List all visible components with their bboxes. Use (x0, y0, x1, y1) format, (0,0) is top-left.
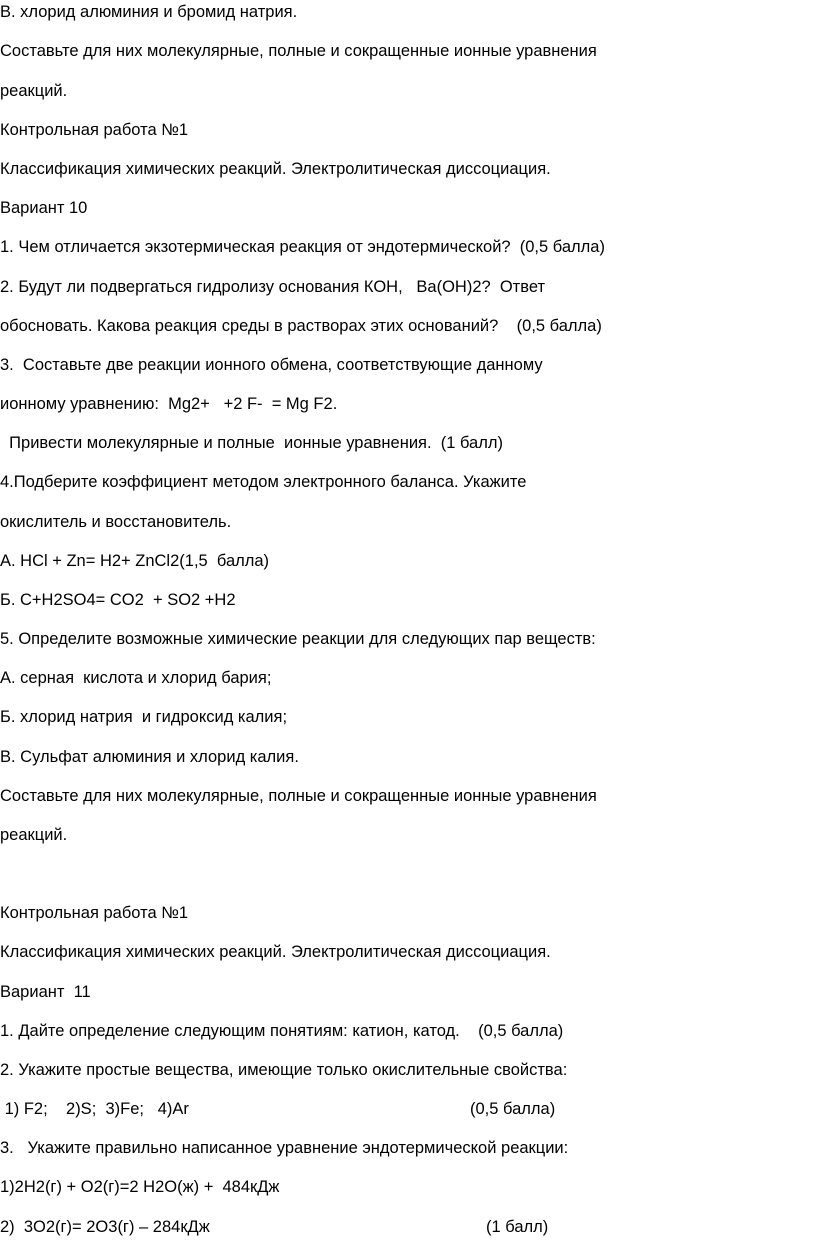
question-line: ионному уравнению: Mg2+ +2 F- = Mg F2. (0, 395, 338, 413)
document-title: Контрольная работа №1 (0, 904, 189, 922)
variant-label: Вариант 10 (0, 199, 88, 217)
question-line: 2. Укажите простые вещества, имеющие только окислительные свойства: (0, 1061, 568, 1079)
document-title: Контрольная работа №1 (0, 121, 189, 139)
text-line: В. хлорид алюминия и бромид натрия. (0, 3, 298, 21)
question-line: 3. Укажите правильно написанное уравнение эндотермической реакции: (0, 1139, 569, 1157)
question-line: 1. Дайте определение следующим понятиям: катион, катод. (0,5 балла) (0, 1022, 564, 1040)
question-line: 5. Определите возможные химические реакции для следующих пар веществ: (0, 630, 596, 648)
question-line: А. HCl + Zn= H2+ ZnCl2(1,5 балла) (0, 552, 270, 570)
question-line: 2) 3O2(г)= 2O3(г) – 284кДж (0, 1218, 210, 1236)
question-line: В. Сульфат алюминия и хлорид калия. (0, 748, 299, 766)
question-line: Привести молекулярные и полные ионные уравнения. (1 балл) (0, 434, 503, 452)
question-line: 3. Составьте две реакции ионного обмена, соответствующие данному (0, 356, 543, 374)
question-line: Б. C+H2SO4= CO2 + SO2 +H2 (0, 591, 236, 609)
question-line: Составьте для них молекулярные, полные и сокращенные ионные уравнения (0, 787, 597, 805)
question-line: А. серная кислота и хлорид бария; (0, 669, 272, 687)
question-line: 1)2H2(г) + O2(г)=2 H2O(ж) + 484кДж (0, 1178, 280, 1196)
question-line: обосновать. Какова реакция среды в растворах этих оснований? (0,5 балла) (0, 317, 602, 335)
question-line: 1. Чем отличается экзотермическая реакция от эндотермической? (0,5 балла) (0, 238, 605, 256)
score-label: (1 балл) (486, 1218, 549, 1236)
document-subtitle: Классификация химических реакций. Электролитическая диссоциация. (0, 943, 551, 961)
question-line: 1) F2; 2)S; 3)Fe; 4)Ar (0, 1100, 189, 1118)
score-label: (0,5 балла) (470, 1100, 556, 1118)
question-line: реакций. (0, 826, 68, 844)
question-line: окислитель и восстановитель. (0, 513, 232, 531)
question-line: 4.Подберите коэффициент методом электронного баланса. Укажите (0, 473, 527, 491)
text-line: Составьте для них молекулярные, полные и сокращенные ионные уравнения (0, 42, 597, 60)
question-line: Б. хлорид натрия и гидроксид калия; (0, 708, 288, 726)
text-line: реакций. (0, 82, 68, 100)
question-line: 2. Будут ли подвергаться гидролизу основания КОН, Ba(OH)2? Ответ (0, 278, 546, 296)
document-subtitle: Классификация химических реакций. Электролитическая диссоциация. (0, 160, 551, 178)
variant-label: Вариант 11 (0, 983, 91, 1001)
